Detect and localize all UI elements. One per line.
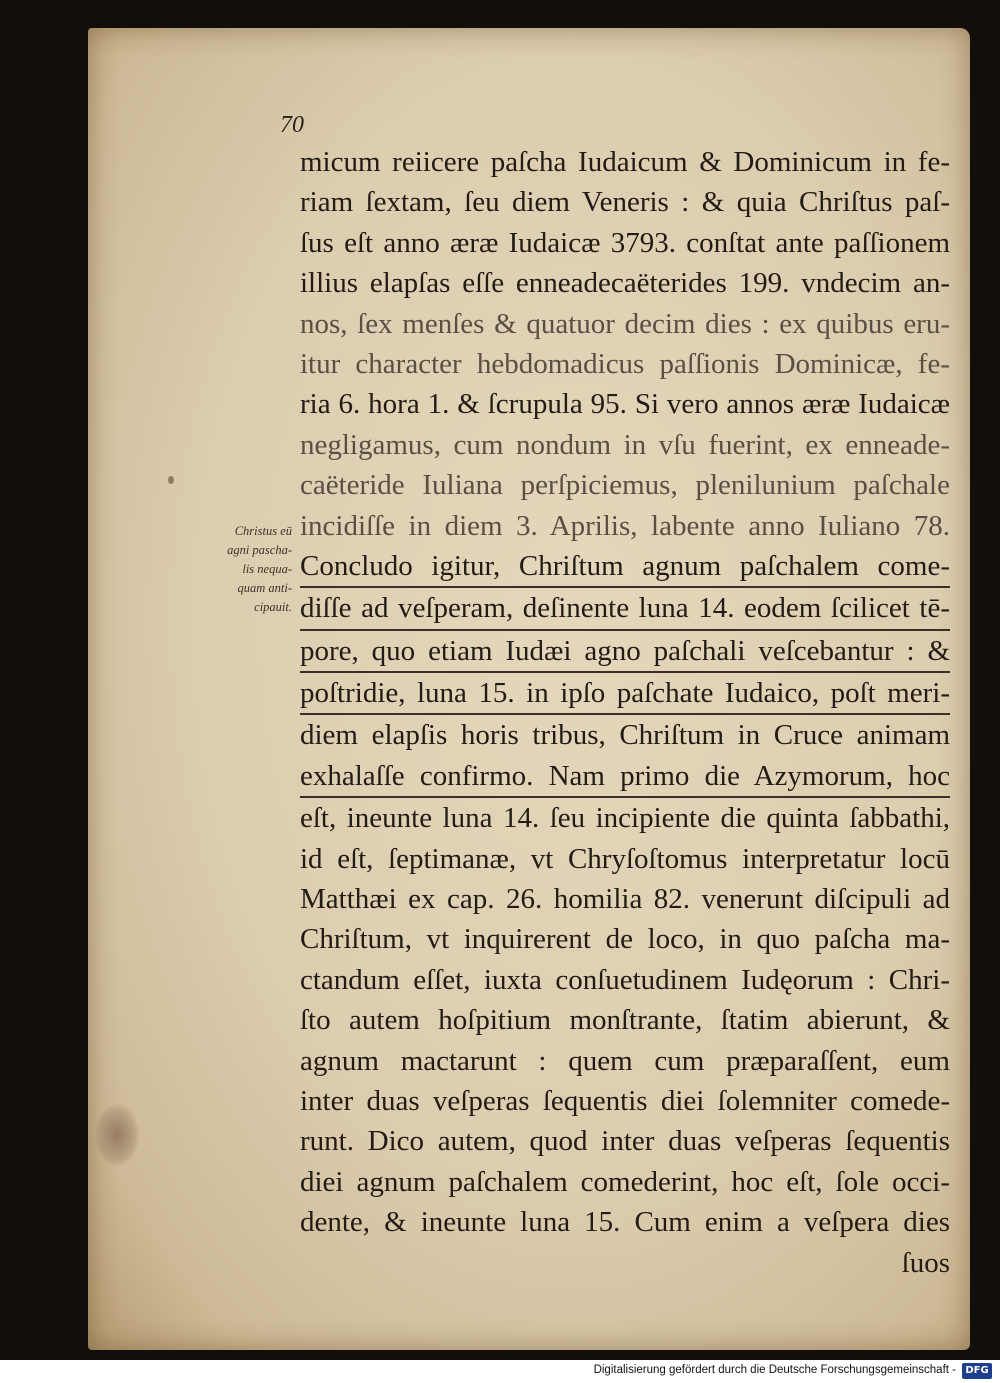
text-line: caëteride Iuliana perſpiciemus, plenilunium paſchale (300, 469, 950, 502)
text-line: eſt, ineunte luna 14. ſeu incipiente die quinta ſabbathi, (300, 802, 950, 835)
text-line: dente, & ineunte luna 15. Cum enim a veſpera dies (300, 1206, 950, 1239)
text-line: agnum mactarunt : quem cum præparaſſent, eum (300, 1044, 950, 1077)
marginal-note-line: quam anti- (237, 581, 292, 595)
text-line: riam ſextam, ſeu diem Veneris : & quia Chriſtus paſ- (300, 186, 950, 219)
text-line: incidiſſe in diem 3. Aprilis, labente anno Iuliano 78. (300, 509, 950, 542)
text-line: ria 6. hora 1. & ſcrupula 95. Si vero annos æræ Iudaicæ (300, 388, 950, 421)
text-line-underlined: diſſe ad veſperam, deſinente luna 14. eodem ſcilicet tē- (300, 588, 950, 630)
dfg-logo: DFG (962, 1363, 992, 1379)
page-number: 70 (280, 112, 304, 138)
marginal-note (192, 522, 292, 617)
marginal-note-line: Christus eū (234, 524, 292, 538)
ink-speck (168, 476, 174, 484)
marginal-note-line: cipauit. (254, 600, 292, 614)
text-line-underlined: pore, quo etiam Iudæi agno paſchali veſcebantur : & (300, 631, 950, 673)
text-line: ſto autem hoſpitium monſtrante, ſtatim abierunt, & (300, 1004, 950, 1037)
text-line: itur character hebdomadicus paſſionis Dominicæ, fe- (300, 347, 950, 380)
page-stain (95, 1104, 139, 1166)
marginal-note-line: agni pascha- (227, 543, 292, 557)
text-line: micum reiicere paſcha Iudaicum & Dominicum in fe- (300, 146, 950, 178)
marginal-note-line: lis nequa- (242, 562, 292, 576)
text-line: runt. Dico autem, quod inter duas veſperas ſequentis (300, 1125, 950, 1158)
text-line: ctandum eſſet, iuxta conſuetudinem Iudęorum : Chri- (300, 963, 950, 996)
text-line-underlined: Concludo igitur, Chriſtum agnum paſchalem come- (300, 546, 950, 588)
text-line: nos, ſex menſes & quatuor decim dies : ex quibus eru- (300, 307, 950, 340)
funding-notice: Digitalisierung gefördert durch die Deutsche Forschungsgemeinschaft - (593, 1364, 956, 1376)
text-line: Chriſtum, vt inquirerent de loco, in quo paſcha ma- (300, 923, 950, 956)
text-line: diem elapſis horis tribus, Chriſtum in Cruce animam (300, 719, 950, 752)
text-line: id eſt, ſeptimanæ, vt Chryſoſtomus interpretatur locū (300, 842, 950, 875)
text-line: diei agnum paſchalem comederint, hoc eſt, ſole occi- (300, 1165, 950, 1198)
text-line: ſus eſt anno æræ Iudaicæ 3793. conſtat ante paſſionem (300, 226, 950, 259)
text-line: illius elapſas eſſe enneadecaëterides 199. vndecim an- (300, 267, 950, 300)
text-line: inter duas veſperas ſequentis diei ſolemniter comede- (300, 1084, 950, 1117)
catchword: ſuos (901, 1246, 950, 1279)
text-line: Matthæi ex cap. 26. homilia 82. venerunt diſcipuli ad (300, 883, 950, 916)
text-line-underlined: exhalaſſe confirmo. Nam primo die Azymorum, hoc (300, 756, 950, 798)
text-line-underlined: poſtridie, luna 15. in ipſo paſchate Iudaico, poſt meri- (300, 673, 950, 715)
body-text (300, 142, 950, 1283)
text-line: negligamus, cum nondum in vſu fuerint, ex enneade- (300, 428, 950, 461)
